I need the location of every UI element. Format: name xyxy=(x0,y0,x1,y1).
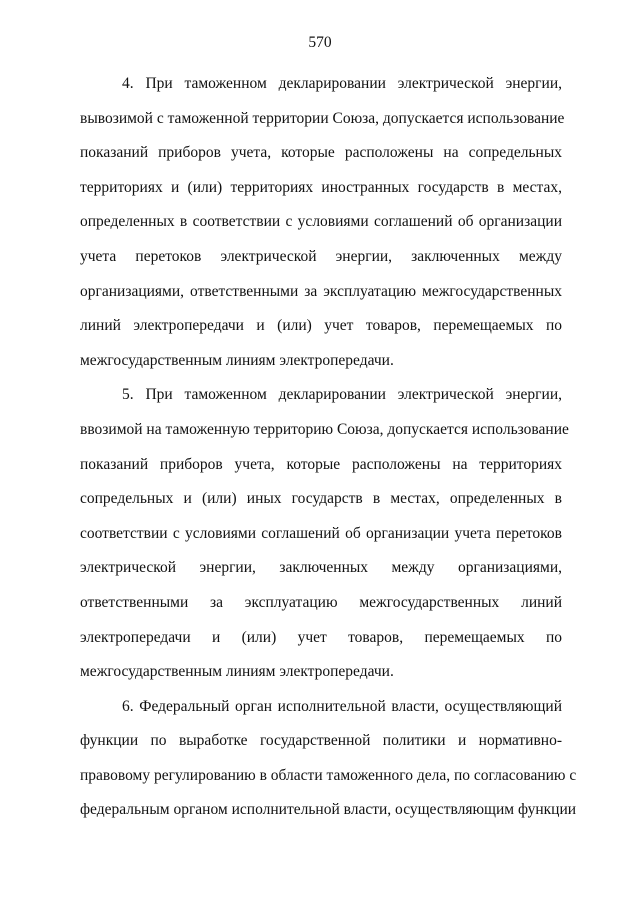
paragraph-6 xyxy=(80,690,577,828)
text-line: сопредельных и (или) иных государств в местах, определенных в xyxy=(80,490,562,508)
paragraph-4 xyxy=(80,67,565,378)
text-line: показаний приборов учета, которые расположены на территориях xyxy=(80,455,562,473)
text-line: 4. При таможенном декларировании электрической энергии, xyxy=(122,75,562,92)
text-line: ввозимой на таможенную территорию Союза, допускается использование xyxy=(80,420,569,438)
text-line: правовому регулированию в области таможенного дела, по согласованию с xyxy=(80,766,577,784)
paragraph-5 xyxy=(80,378,569,689)
page-number: 570 xyxy=(308,34,332,51)
text-line: учета перетоков электрической энергии, заключенных между xyxy=(80,247,562,265)
text-line: вывозимой с таможенной территории Союза, допускается использование xyxy=(80,109,565,127)
text-line: линий электропередачи и (или) учет товаров, перемещаемых по xyxy=(80,317,562,335)
text-line: функции по выработке государственной политики и нормативно- xyxy=(80,732,562,750)
text-line: территориях и (или) территориях иностранных государств в местах, xyxy=(80,178,562,196)
text-line: ответственными за эксплуатацию межгосударственных линий xyxy=(80,593,562,611)
text-line: 5. При таможенном декларировании электрической энергии, xyxy=(122,386,562,404)
text-line: межгосударственным линиям электропередачи. xyxy=(80,663,394,681)
text-line: межгосударственным линиям электропередачи. xyxy=(80,351,394,369)
text-line: федеральным органом исполнительной власти, осуществляющим функции xyxy=(80,801,577,819)
text-line: соответствии с условиями соглашений об организации учета перетоков xyxy=(80,524,562,542)
document-body xyxy=(80,67,577,828)
text-line: 6. Федеральный орган исполнительной власти, осуществляющий xyxy=(122,697,562,715)
text-line: электрической энергии, заключенных между организациями, xyxy=(80,559,562,577)
text-line: электропередачи и (или) учет товаров, перемещаемых по xyxy=(80,628,562,646)
text-line: определенных в соответствии с условиями соглашений об организации xyxy=(80,213,562,231)
text-line: показаний приборов учета, которые расположены на сопредельных xyxy=(80,144,562,162)
text-line: организациями, ответственными за эксплуатацию межгосударственных xyxy=(80,282,562,300)
